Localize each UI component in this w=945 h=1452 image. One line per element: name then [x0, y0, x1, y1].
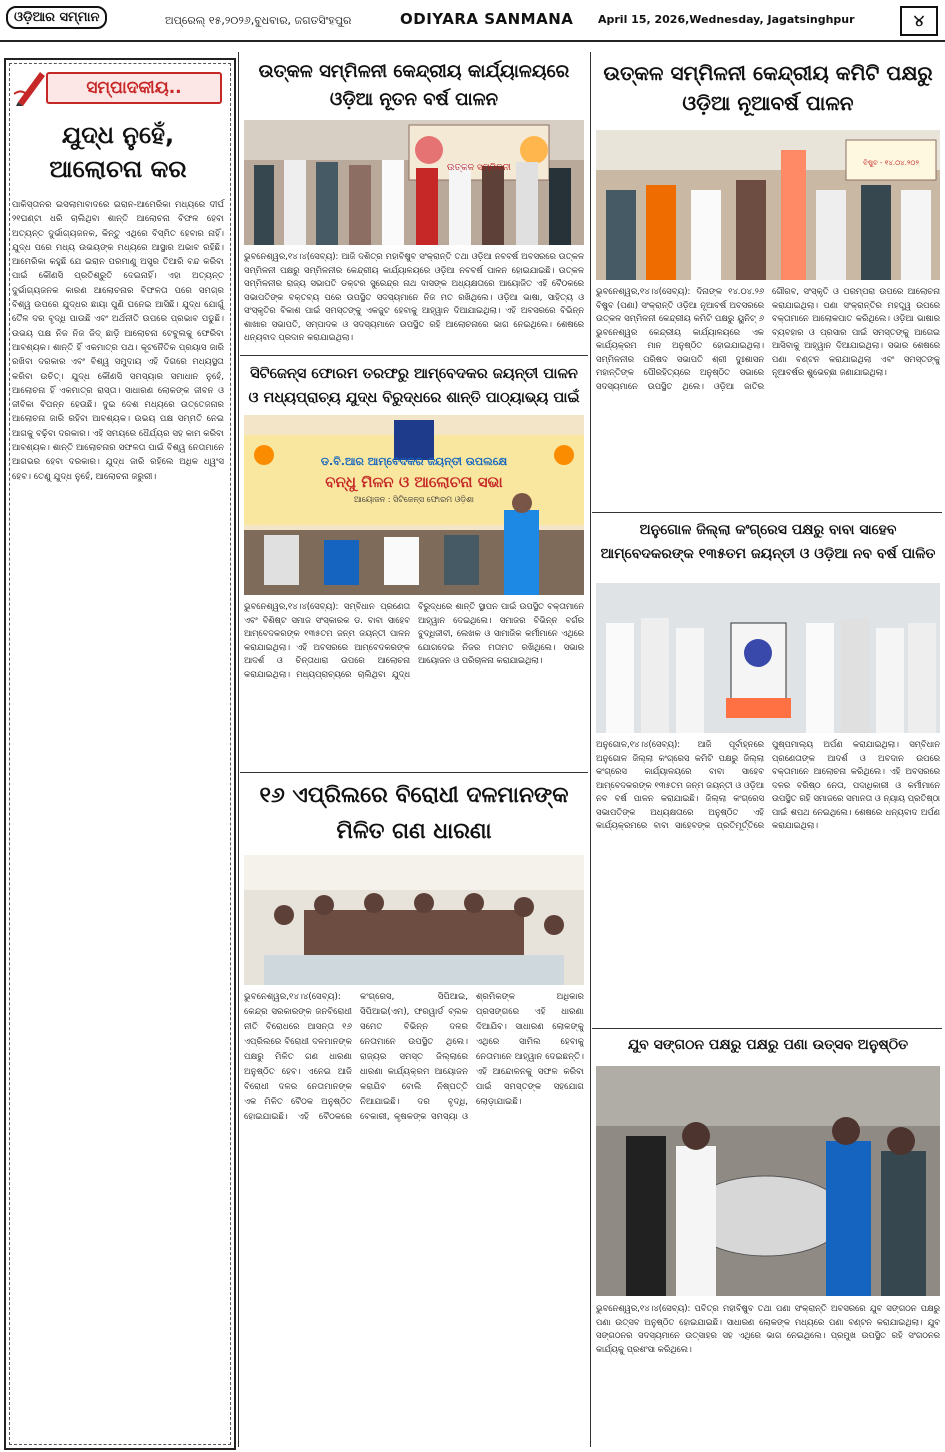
article-1-body: ଭୁବନେଶ୍ୱର,୧୪।୪(ସେବ୍ୟ): ଆଜି ଦଶିତ୍ର ମହାବିଷୁବ ସଂକ୍ରାନ୍ତି ତଥା ଓଡ଼ିଆ ନବବର୍ଷ ଅବସରରେ ଉତ୍କଳ ସମ୍ମିଳନୀ ପକ୍ଷରୁ ସମ୍ମିଳନୀର କେନ୍ଦ୍ରୀୟ କାର୍ଯ୍ୟାଳୟରେ ଓଡ଼ିଆ ନବବର୍ଷ ପାଳନ ହୋଇଯାଇଛି। ଉତ୍କଳ ସମ୍ମିଳନୀର ରାଜ୍ୟ ସଭାପତି ଡକ୍ଟର ସୁରେନ୍ଦ୍ର ନାଥ ଦାସଙ୍କ ଅଧ୍ୟକ୍ଷତାରେ ଆୟୋଜିତ ଏହି ବୈଠକରେ ସଭାପତିଙ୍କ ବକ୍ତବ୍ୟ ପରେ ଉପସ୍ଥିତ ସଦସ୍ୟମାନେ ନିଜ ମତ ରଖିଥିଲେ। ଓଡ଼ିଆ ଭାଷା, ସାହିତ୍ୟ ଓ ସଂସ୍କୃତିର ବିକାଶ ପାଇଁ ସମସ୍ତଙ୍କୁ ଏକଜୁଟ ହେବାକୁ ଆହ୍ୱାନ ଦିଆଯାଇଥିଲା। ଏହି ଅବସରରେ ବିଭିନ୍ନ ଶାଖାର ସଭାପତି, ସମ୍ପାଦକ ଓ ସଦସ୍ୟମାନେ ଉପସ୍ଥିତ ରହି ଆଲୋଚନାରେ ଭାଗ ନେଇଥିଲେ। ଶେଷରେ ଧନ୍ୟବାଦ ପ୍ରଦାନ କରାଯାଇଥିଲା। — [244, 251, 584, 342]
article-5-headline: ଅନୁଗୋଳ ଜିଲ୍ଲା କଂଗ୍ରେସ ପକ୍ଷରୁ ବାବା ସାହେବ ଆମ୍ବେଦକରଙ୍କ ୧୩୫ତମ ଜୟନ୍ତୀ ଓ ଓଡ଼ିଆ ନବ ବର୍ଷ ପାଳିତ — [600, 522, 936, 562]
banner-line-1: ଡ.ବି.ଆର ଆମ୍ବେଦକର ଜୟନ୍ତୀ ଉପଲକ୍ଷେ — [320, 455, 508, 468]
column-divider — [590, 52, 591, 1447]
editorial-banner — [14, 66, 222, 106]
banner-line-2: ବନ୍ଧୁ ମିଳନ ଓ ଆଲୋଚନା ସଭା — [325, 473, 503, 491]
editorial-title: ଯୁଦ୍ଧ ନୁହେଁ, ଆଲୋଚନା କର — [49, 121, 187, 183]
article-4-body: ଭୁବନେଶ୍ୱର,୧୪।୪(ସେବ୍ୟ): ଦିନାଙ୍କ ୧୪.୦୪.୨୬ ବିଷୁବ (ପଣା) ସଂକ୍ରାନ୍ତି ଓଡ଼ିଆ ନୂଆବର୍ଷ ଅବସରରେ ଉତ୍କଳ ସମ୍ମିଳନୀ କେନ୍ଦ୍ରୀୟ କମିଟି ପକ୍ଷରୁ ୟୁନିଟ୍ ୬ ଭୁବନେଶ୍ୱର କେନ୍ଦ୍ରୀୟ କାର୍ଯ୍ୟାଳୟରେ ଏକ କାର୍ଯ୍ୟକ୍ରମ ମାନ ଅନୁଷ୍ଠିତ ହୋଇଯାଇଥିଲା। ସମ୍ମିଳନୀର ପରିଷଦ ସଭାପତି ଶ୍ରୀ ଦୁଃଶାସନ ମହାନ୍ତିଙ୍କ ପୌରହିତ୍ୟରେ ଅନୁଷ୍ଠିତ ସଭାରେ ସଦସ୍ୟମାନେ ଉପସ୍ଥିତ ଥିଲେ। ଓଡ଼ିଆ ଜାତିର ଗୌରବ, ସଂସ୍କୃତି ଓ ପରମ୍ପରା ଉପରେ ଆଲୋଚନା କରାଯାଇଥିଲା। ପଣା ସଂକ୍ରାନ୍ତିର ମହତ୍ତ୍ୱ ଉପରେ ବକ୍ତାମାନେ ଆଲୋକପାତ କରିଥିଲେ। ଓଡ଼ିଆ ଭାଷାର ବ୍ୟବହାର ଓ ପ୍ରସାର ପାଇଁ ସମସ୍ତଙ୍କୁ ଆଗେଇ ଆସିବାକୁ ଆହ୍ୱାନ ଦିଆଯାଇଥିଲା। ସଭାର ଶେଷରେ ପଣା ବଣ୍ଟନ କରାଯାଇଥିଲା ଏବଂ ସମସ୍ତଙ୍କୁ ନୂଆବର୍ଷର ଶୁଭେଚ୍ଛା ଜଣାଯାଇଥିଲା। — [596, 286, 940, 391]
masthead: ODIYARA SANMANA — [400, 10, 574, 28]
editorial-body: ପାକିସ୍ତାନର ଇସଲାମାବାଦରେ ଇରାନ-ଆମେରିକା ମଧ୍ୟରେ ଦୀର୍ଘ ୨୧ଘଣ୍ଟା ଧରି ଚାଲିଥିବା ଶାନ୍ତି ଆଲୋଚନା ବିଫଳ ହେବା ଅତ୍ୟନ୍ତ ଦୁର୍ଭାଗ୍ୟଜନକ, କିନ୍ତୁ ଏଥିରେ ବିସ୍ମିତ ହେବାର ନାହିଁ। ଯୁଦ୍ଧ ପରେ ମଧ୍ୟ ଉଭୟଙ୍କ ମଧ୍ୟରେ ଆସ୍ଥାର ଅଭାବ ରହିଛି। ଆମେରିକା କହୁଛି ଯେ ଇରାନ ପରମାଣୁ ଅସ୍ତ୍ର ତିଆରି ବନ୍ଦ କରିବା ପାଇଁ କୌଣସି ପ୍ରତିଶ୍ରୁତି ଦେଇନାହିଁ। ଏହା ଅତ୍ୟନ୍ତ ଦୁର୍ଭାଗ୍ୟଜନକ କାରଣ ଆଲୋଚନାର ବିଫଳତା ପରେ ସମଗ୍ର ବିଶ୍ୱ ଉପରେ ଯୁଦ୍ଧର ଛାୟା ପୁଣି ଘନେଇ ଆସିଛି। ଯୁଦ୍ଧ ଯୋଗୁଁ ତୈଳ ଦର ବୃଦ୍ଧି ପାଉଛି ଏବଂ ଅର୍ଥନୀତି ଉପରେ ପ୍ରଭାବ ପଡୁଛି। ଉଭୟ ପକ୍ଷ ନିଜ ନିଜ ଜିଦ୍ ଛାଡ଼ି ଆଲୋଚନା ଟେବୁଲକୁ ଫେରିବା ଆବଶ୍ୟକ। ଶାନ୍ତି ହିଁ ଏକମାତ୍ର ପଥ। କୂଟନୈତିକ ପ୍ରୟାସ ଜାରି ରଖିବା ଦରକାର ଏବଂ ବିଶ୍ୱ ସମୁଦାୟ ଏହି ଦିଗରେ ମଧ୍ୟସ୍ଥତା କରିବା ଉଚିତ୍। ଯୁଦ୍ଧ କୌଣସି ସମସ୍ୟାର ସମାଧାନ ନୁହେଁ, ଆଲୋଚନା ହିଁ ଏକମାତ୍ର ରାସ୍ତା। ସାଧାରଣ ଲୋକଙ୍କ ଜୀବନ ଓ ଜୀବିକା ବିପନ୍ନ ହେଉଛି। ଦୁଇ ଦେଶ ମଧ୍ୟରେ ଉତ୍ତେଜନାର ଆଲୋଚନା ଜାରି ରହିବା ଆବଶ୍ୟକ। ଉଭୟ ପକ୍ଷ ସମ୍ମତି ନେଇ ଆଗକୁ ବଢ଼ିବା ଦରକାର। ଏହି ସମୟରେ ଧୈର୍ଯ୍ୟର ସହ କାମ କରିବା ଆବଶ୍ୟକ। ଶାନ୍ତି ଆଲୋଚନାର ସଫଳତା ପାଇଁ ବିଶ୍ୱ ନେତାମାନେ ଆଗଭର ହେବା ଦରକାର। ଯୁଦ୍ଧ ଜାରି ରହିଲେ ଅଧିକ ଧ୍ୱଂସ ହେବ। ତେଣୁ ଯୁଦ୍ଧ ନୁହେଁ, ଆଲୋଚନା ଜରୁରୀ। — [12, 200, 224, 482]
divider — [240, 772, 588, 773]
article-3-photo — [244, 855, 584, 985]
article-2-body: ଭୁବନେଶ୍ୱର,୧୪।୪(ସେବ୍ୟ): ସମ୍ବିଧାନ ପ୍ରଣେତା ଏବଂ ବିଶିଷ୍ଟ ସମାଜ ସଂସ୍କାରକ ଡ. ବାବା ସାହେବ ଆମ୍ବେଦକରଙ୍କ ୧୩୫ତମ ଜନ୍ମ ଜୟନ୍ତୀ ପାଳନ କରାଯାଇଥିଲା। ଏହି ଅବସରରେ ଆମ୍ବେଦକରଙ୍କ ଆଦର୍ଶ ଓ ଚିନ୍ତାଧାରା ଉପରେ ଆଲୋଚନା କରାଯାଇଥିଲା। ମଧ୍ୟପ୍ରାଚ୍ୟରେ ଚାଲିଥିବା ଯୁଦ୍ଧ ବିରୁଦ୍ଧରେ ଶାନ୍ତି ସ୍ଥାପନ ପାଇଁ ଉପସ୍ଥିତ ବକ୍ତାମାନେ ଆହ୍ୱାନ ଦେଇଥିଲେ। ସମାଜର ବିଭିନ୍ନ ବର୍ଗର ବୁଦ୍ଧିଜୀବୀ, ଲେଖକ ଓ ସାମାଜିକ କର୍ମୀମାନେ ଏଥିରେ ଯୋଗଦେଇ ନିଜର ମତାମତ ରଖିଥିଲେ। ସଭାର ଆୟୋଜନ ଓ ପରିଚାଳନା କରାଯାଇଥିଲା। — [244, 601, 584, 679]
column-divider — [238, 52, 239, 1447]
article-4-photo — [596, 130, 940, 280]
article-2-photo — [244, 415, 584, 595]
article-2-headline: ସିଟିଜେନ୍ସ ଫୋରମ ତରଫରୁ ଆମ୍ବେଦକର ଜୟନ୍ତୀ ପାଳନ ଓ ମଧ୍ୟପ୍ରାଚ୍ୟ ଯୁଦ୍ଧ ବିରୁଦ୍ଧରେ ଶାନ୍ତି ପାଠ୍ୟାଭ୍ୟ ପାଇଁ — [248, 366, 580, 406]
pen-icon — [14, 66, 48, 106]
svg-text:ବିଷୁବ - ୧୪.୦୪.୨୦୨: ବିଷୁବ - ୧୪.୦୪.୨୦୨ — [863, 159, 919, 167]
page-number: ୪ — [900, 6, 938, 36]
article-5-photo — [596, 583, 940, 733]
article-3-headline: ୧୬ ଏପ୍ରିଲରେ ବିରୋଧୀ ଦଳମାନଙ୍କ ମିଳିତ ଗଣ ଧାରଣା — [259, 783, 569, 844]
banner-line-3: ଆୟୋଜନ : ସିଟିଜେନ୍ସ ଫୋରମ ଓଡ଼ିଶା — [354, 495, 474, 504]
date-english: April 15, 2026,Wednesday, Jagatsinghpur — [598, 13, 855, 26]
page-header — [0, 0, 945, 42]
article-6-headline: ଯୁବ ସଙ୍ଗଠନ ପକ୍ଷରୁ ପକ୍ଷରୁ ପଣା ଉତ୍ସବ ଅନୁଷ୍ଠିତ — [627, 1037, 909, 1053]
divider — [592, 512, 942, 513]
svg-text:ଉତ୍କଳ ସମ୍ମିଳନୀ: ଉତ୍କଳ ସମ୍ମିଳନୀ — [447, 163, 511, 173]
article-1-headline: ଉତ୍କଳ ସମ୍ମିଳନୀ କେନ୍ଦ୍ରୀୟ କାର୍ଯ୍ୟାଳୟରେ ଓଡ଼ିଆ ନୂତନ ବର୍ଷ ପାଳନ — [258, 61, 570, 110]
article-1-photo — [244, 120, 584, 245]
article-5-body: ଅନୁଗୋଳ,୧୪।୪(ସେବ୍ୟ): ଆଜି ପୂର୍ବାହ୍ନରେ ଅନୁଗୋଳ ଜିଲ୍ଲା କଂଗ୍ରେସ କମିଟି ପକ୍ଷରୁ ଜିଲ୍ଲା କଂଗ୍ରେସ କାର୍ଯ୍ୟାଳୟରେ ବାବା ସାହେବ ଆମ୍ବେଦକରଙ୍କ ୧୩୫ତମ ଜନ୍ମ ଜୟନ୍ତୀ ଓ ଓଡ଼ିଆ ନବ ବର୍ଷ ପାଳନ କରାଯାଇଛି। ଜିଲ୍ଲା କଂଗ୍ରେସ ସଭାପତିଙ୍କ ଅଧ୍ୟକ୍ଷତାରେ ଅନୁଷ୍ଠିତ ଏହି କାର୍ଯ୍ୟକ୍ରମରେ ବାବା ସାହେବଙ୍କ ପ୍ରତିମୂର୍ତ୍ତିରେ ପୁଷ୍ପମାଲ୍ୟ ଅର୍ପଣ କରାଯାଇଥିଲା। ସମ୍ବିଧାନ ପ୍ରଣେତାଙ୍କ ଆଦର୍ଶ ଓ ଅବଦାନ ଉପରେ ବକ୍ତାମାନେ ଆଲୋଚନା କରିଥିଲେ। ଏହି ଅବସରରେ ଦଳର ବରିଷ୍ଠ ନେତା, ପଦାଧିକାରୀ ଓ କର୍ମୀମାନେ ଉପସ୍ଥିତ ରହି ସମାଜରେ ସମାନତା ଓ ନ୍ୟାୟ ପ୍ରତିଷ୍ଠା ପାଇଁ ଶପଥ ନେଇଥିଲେ। ଶେଷରେ ଧନ୍ୟବାଦ ଅର୍ପଣ କରାଯାଇଥିଲା। — [596, 739, 940, 830]
brand-logo: ଓଡ଼ିଆର ସମ୍ମାନ — [6, 6, 107, 29]
editorial-label: ସମ୍ପାଦକୀୟ.. — [46, 72, 222, 104]
divider — [240, 355, 588, 356]
article-4-headline: ଉତ୍କଳ ସମ୍ମିଳନୀ କେନ୍ଦ୍ରୀୟ କମିଟି ପକ୍ଷରୁ ଓଡ଼ିଆ ନୂଆବର୍ଷ ପାଳନ — [603, 61, 933, 115]
article-6-body: ଭୁବନେଶ୍ୱର,୧୪।୪(ସେବ୍ୟ): ପବିତ୍ର ମହାବିଷୁବ ତଥା ପଣା ସଂକ୍ରାନ୍ତି ଅବସରରେ ଯୁବ ସଙ୍ଗଠନ ପକ୍ଷରୁ ପଣା ଉତ୍ସବ ଅନୁଷ୍ଠିତ ହୋଇଯାଇଛି। ସାଧାରଣ ଲୋକଙ୍କ ମଧ୍ୟରେ ପଣା ବଣ୍ଟନ କରାଯାଇଥିଲା। ଯୁବ ସଙ୍ଗଠନର ସଦସ୍ୟମାନେ ଉତ୍ସାହର ସହ ଏଥିରେ ଭାଗ ନେଇଥିଲେ। ପ୍ରମୁଖ ଉପସ୍ଥିତ ରହି ସଂଗଠନର କାର୍ଯ୍ୟକୁ ପ୍ରଶଂସା କରିଥିଲେ। — [596, 1303, 940, 1354]
article-3-body: ଭୁବନେଶ୍ୱର,୧୪।୪(ସେବ୍ୟ): କେନ୍ଦ୍ର ସରକାରଙ୍କ ଜନବିରୋଧୀ ନୀତି ବିରୋଧରେ ଆସନ୍ତା ୧୬ ଏପ୍ରିଲରେ ବିରୋଧୀ ଦଳମାନଙ୍କ ପକ୍ଷରୁ ମିଳିତ ଗଣ ଧାରଣା ଅନୁଷ୍ଠିତ ହେବ। ଏନେଇ ଆଜି ବିରୋଧୀ ଦଳର ନେତାମାନଙ୍କ ଏକ ମିଳିତ ବୈଠକ ଅନୁଷ୍ଠିତ ହୋଇଯାଇଛି। ଏହି ବୈଠକରେ କଂଗ୍ରେସ, ସିପିଆଇ, ସିପିଆଇ(ଏମ), ଫରୱାର୍ଡ ବ୍ଲକ ସମେତ ବିଭିନ୍ନ ଦଳର ନେତାମାନେ ଉପସ୍ଥିତ ଥିଲେ। ରାଜ୍ୟର ସମସ୍ତ ଜିଲ୍ଲାରେ ଧାରଣା କାର୍ଯ୍ୟକ୍ରମ ଆୟୋଜନ କରାଯିବ ବୋଲି ନିଷ୍ପତ୍ତି ନିଆଯାଇଛି। ଦର ବୃଦ୍ଧି, ବେକାରୀ, କୃଷକଙ୍କ ସମସ୍ୟା ଓ ଶ୍ରମିକଙ୍କ ଅଧିକାର ପ୍ରସଙ୍ଗରେ ଏହି ଧାରଣା ଦିଆଯିବ। ସାଧାରଣ ଲୋକଙ୍କୁ ଏଥିରେ ସାମିଲ ହେବାକୁ ନେତାମାନେ ଆହ୍ୱାନ ଦେଇଛନ୍ତି। ଏହି ଆନ୍ଦୋଳନକୁ ସଫଳ କରିବା ପାଇଁ ସମସ୍ତଙ୍କ ସହଯୋଗ ଲୋଡ଼ାଯାଇଛି। — [244, 992, 584, 1122]
article-6-photo — [596, 1066, 940, 1296]
date-odia: ଅପ୍ରେଲ୍ ୧୫,୨୦୨୬,ବୁଧବାର, ଜଗତସିଂହପୁର — [165, 14, 352, 27]
divider — [592, 1028, 942, 1029]
